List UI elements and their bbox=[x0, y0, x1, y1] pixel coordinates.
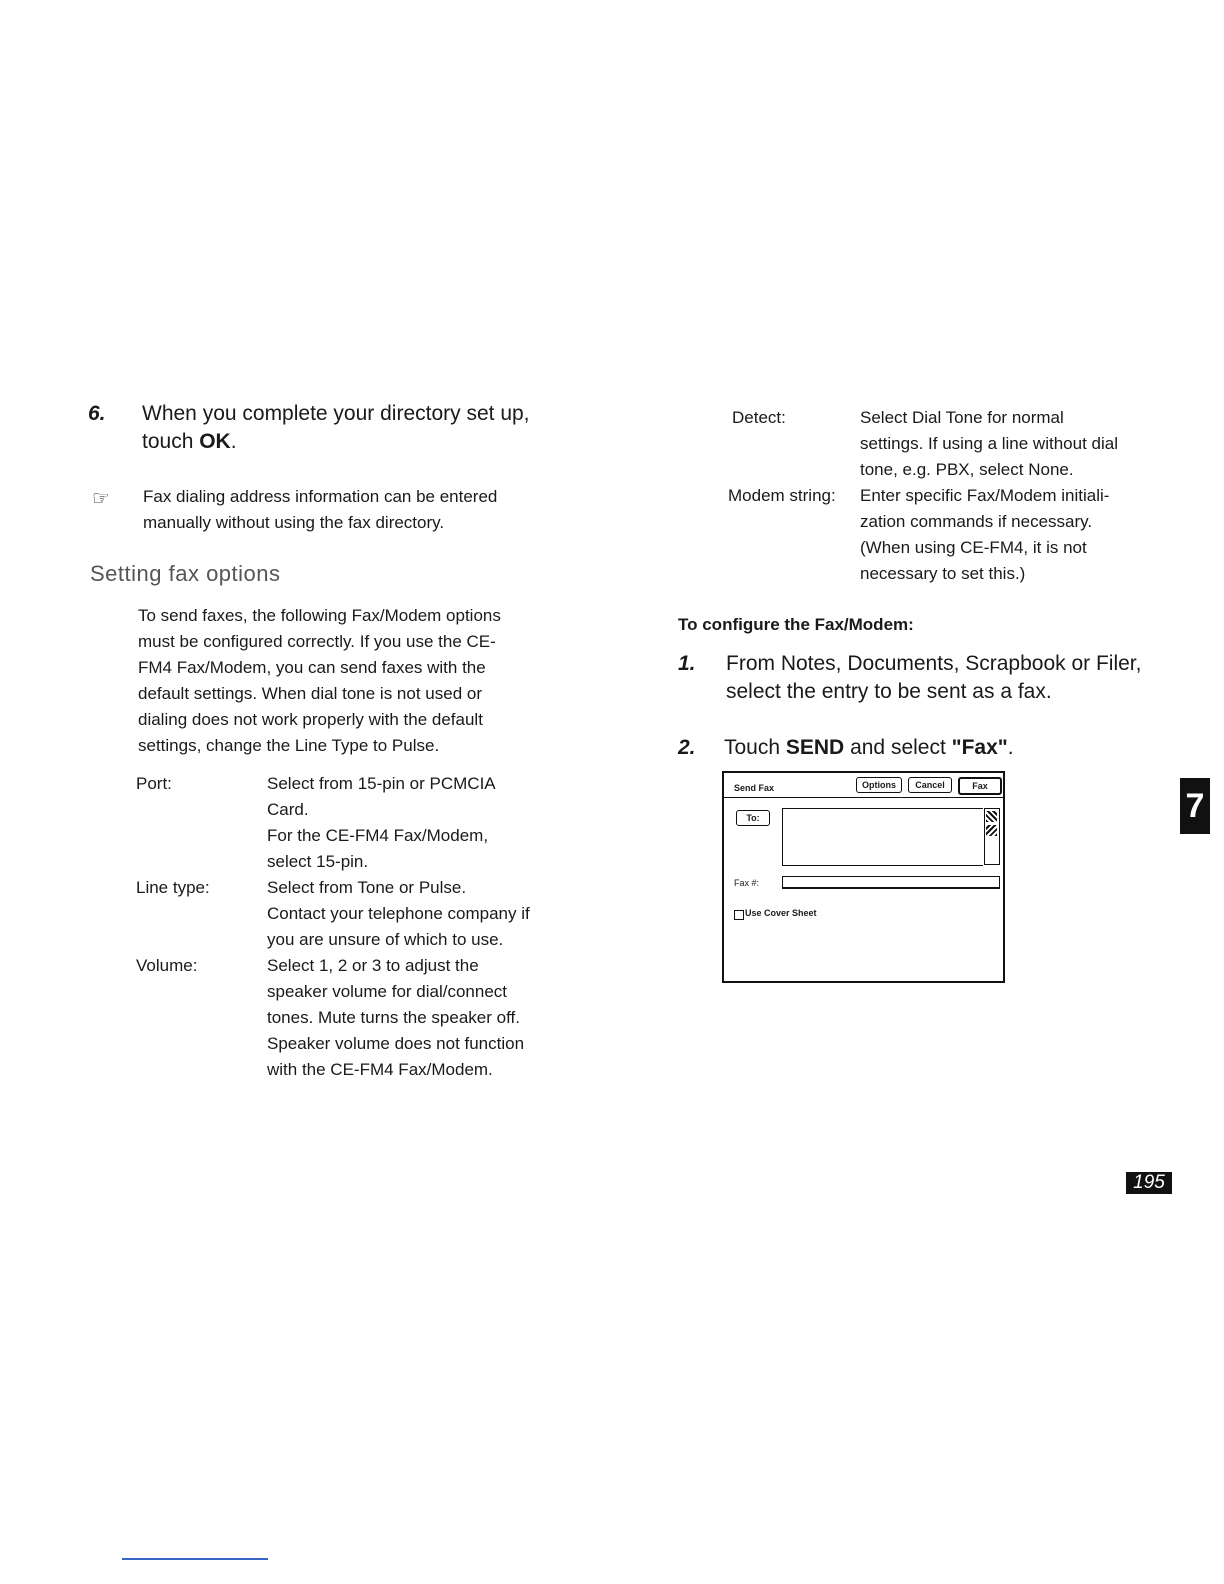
note-text bbox=[143, 484, 583, 536]
option-term: Modem string: bbox=[728, 486, 836, 505]
option-term: Line type: bbox=[136, 878, 210, 897]
option-list-left bbox=[136, 771, 586, 1091]
recipient-list[interactable] bbox=[782, 808, 983, 866]
step-1-number: 1. bbox=[678, 652, 696, 675]
send-keyword: SEND bbox=[785, 736, 845, 759]
to-button[interactable]: To: bbox=[736, 810, 770, 826]
option-term: Volume: bbox=[136, 956, 198, 975]
step-2-text: Touch SEND and select "Fax". bbox=[724, 736, 1014, 759]
step-6-text bbox=[142, 400, 582, 456]
option-term: Detect: bbox=[732, 408, 786, 427]
footer-rule bbox=[122, 1558, 268, 1560]
send-fax-dialog bbox=[722, 771, 1005, 983]
intro-line: FM4 Fax/Modem, you can send faxes with the bbox=[138, 658, 486, 677]
cover-sheet-label: Use Cover Sheet bbox=[745, 908, 817, 918]
option-definition: Select Dial Tone for normal settings. If using a line without dial tone, e.g. PBX, select None. bbox=[860, 408, 1118, 479]
step-6-line-1: When you complete your directory set up, bbox=[142, 402, 530, 425]
intro-line: dialing does not work properly with the default bbox=[138, 710, 483, 729]
cancel-button[interactable]: Cancel bbox=[908, 777, 952, 793]
intro-paragraph bbox=[138, 603, 588, 759]
title-divider bbox=[724, 797, 1003, 798]
intro-line: settings, change the Line Type to Pulse. bbox=[138, 736, 440, 755]
fax-number-label: Fax #: bbox=[734, 878, 760, 888]
step-6-line-2: touch OK. bbox=[142, 430, 237, 453]
chapter-tab: 7 bbox=[1180, 778, 1210, 834]
fax-button[interactable]: Fax bbox=[958, 777, 1002, 795]
section-title: Setting fax options bbox=[90, 561, 281, 586]
note-pointer-icon: ☞ bbox=[92, 488, 109, 510]
option-list-right bbox=[728, 405, 1172, 595]
fax-keyword: "Fax" bbox=[951, 736, 1008, 759]
step-2-number: 2. bbox=[678, 736, 696, 759]
step-1-text bbox=[726, 650, 1196, 706]
step-1-line-1: From Notes, Documents, Scrapbook or Filer, bbox=[726, 652, 1142, 675]
option-term: Port: bbox=[136, 774, 172, 793]
intro-line: must be configured correctly. If you use the CE- bbox=[138, 632, 496, 651]
options-button[interactable]: Options bbox=[856, 777, 902, 793]
option-definition: Enter specific Fax/Modem initiali- zation commands if necessary. (When using CE-FM4, it is not necessary to set this.) bbox=[860, 486, 1110, 583]
dialog-title: Send Fax bbox=[734, 783, 775, 793]
ok-keyword: OK bbox=[199, 430, 231, 453]
intro-line: To send faxes, the following Fax/Modem options bbox=[138, 606, 501, 625]
option-definition: Select from 15-pin or PCMCIA Card. For the CE-FM4 Fax/Modem, select 15-pin. bbox=[267, 774, 496, 871]
recipient-scrollbar[interactable] bbox=[984, 808, 1000, 865]
note-line-2: manually without using the fax directory. bbox=[143, 513, 445, 532]
scroll-down-icon[interactable] bbox=[986, 825, 997, 836]
option-definition: Select from Tone or Pulse. Contact your telephone company if you are unsure of which to use. bbox=[267, 878, 530, 949]
note-line-1: Fax dialing address information can be entered bbox=[143, 487, 498, 506]
fax-number-input[interactable] bbox=[782, 876, 1000, 889]
step-1-line-2: select the entry to be sent as a fax. bbox=[726, 680, 1052, 703]
option-definition: Select 1, 2 or 3 to adjust the speaker volume for dial/connect tones. Mute turns the speaker off. Speaker volume does not function with the CE-FM4 Fax/Modem. bbox=[267, 956, 525, 1079]
page-number: 195 bbox=[1126, 1172, 1172, 1194]
step-6-number: 6. bbox=[88, 402, 106, 425]
intro-line: default settings. When dial tone is not used or bbox=[138, 684, 482, 703]
scroll-up-icon[interactable] bbox=[986, 811, 997, 822]
cover-sheet-checkbox[interactable] bbox=[734, 910, 744, 920]
configure-subhead: To configure the Fax/Modem: bbox=[678, 615, 914, 634]
